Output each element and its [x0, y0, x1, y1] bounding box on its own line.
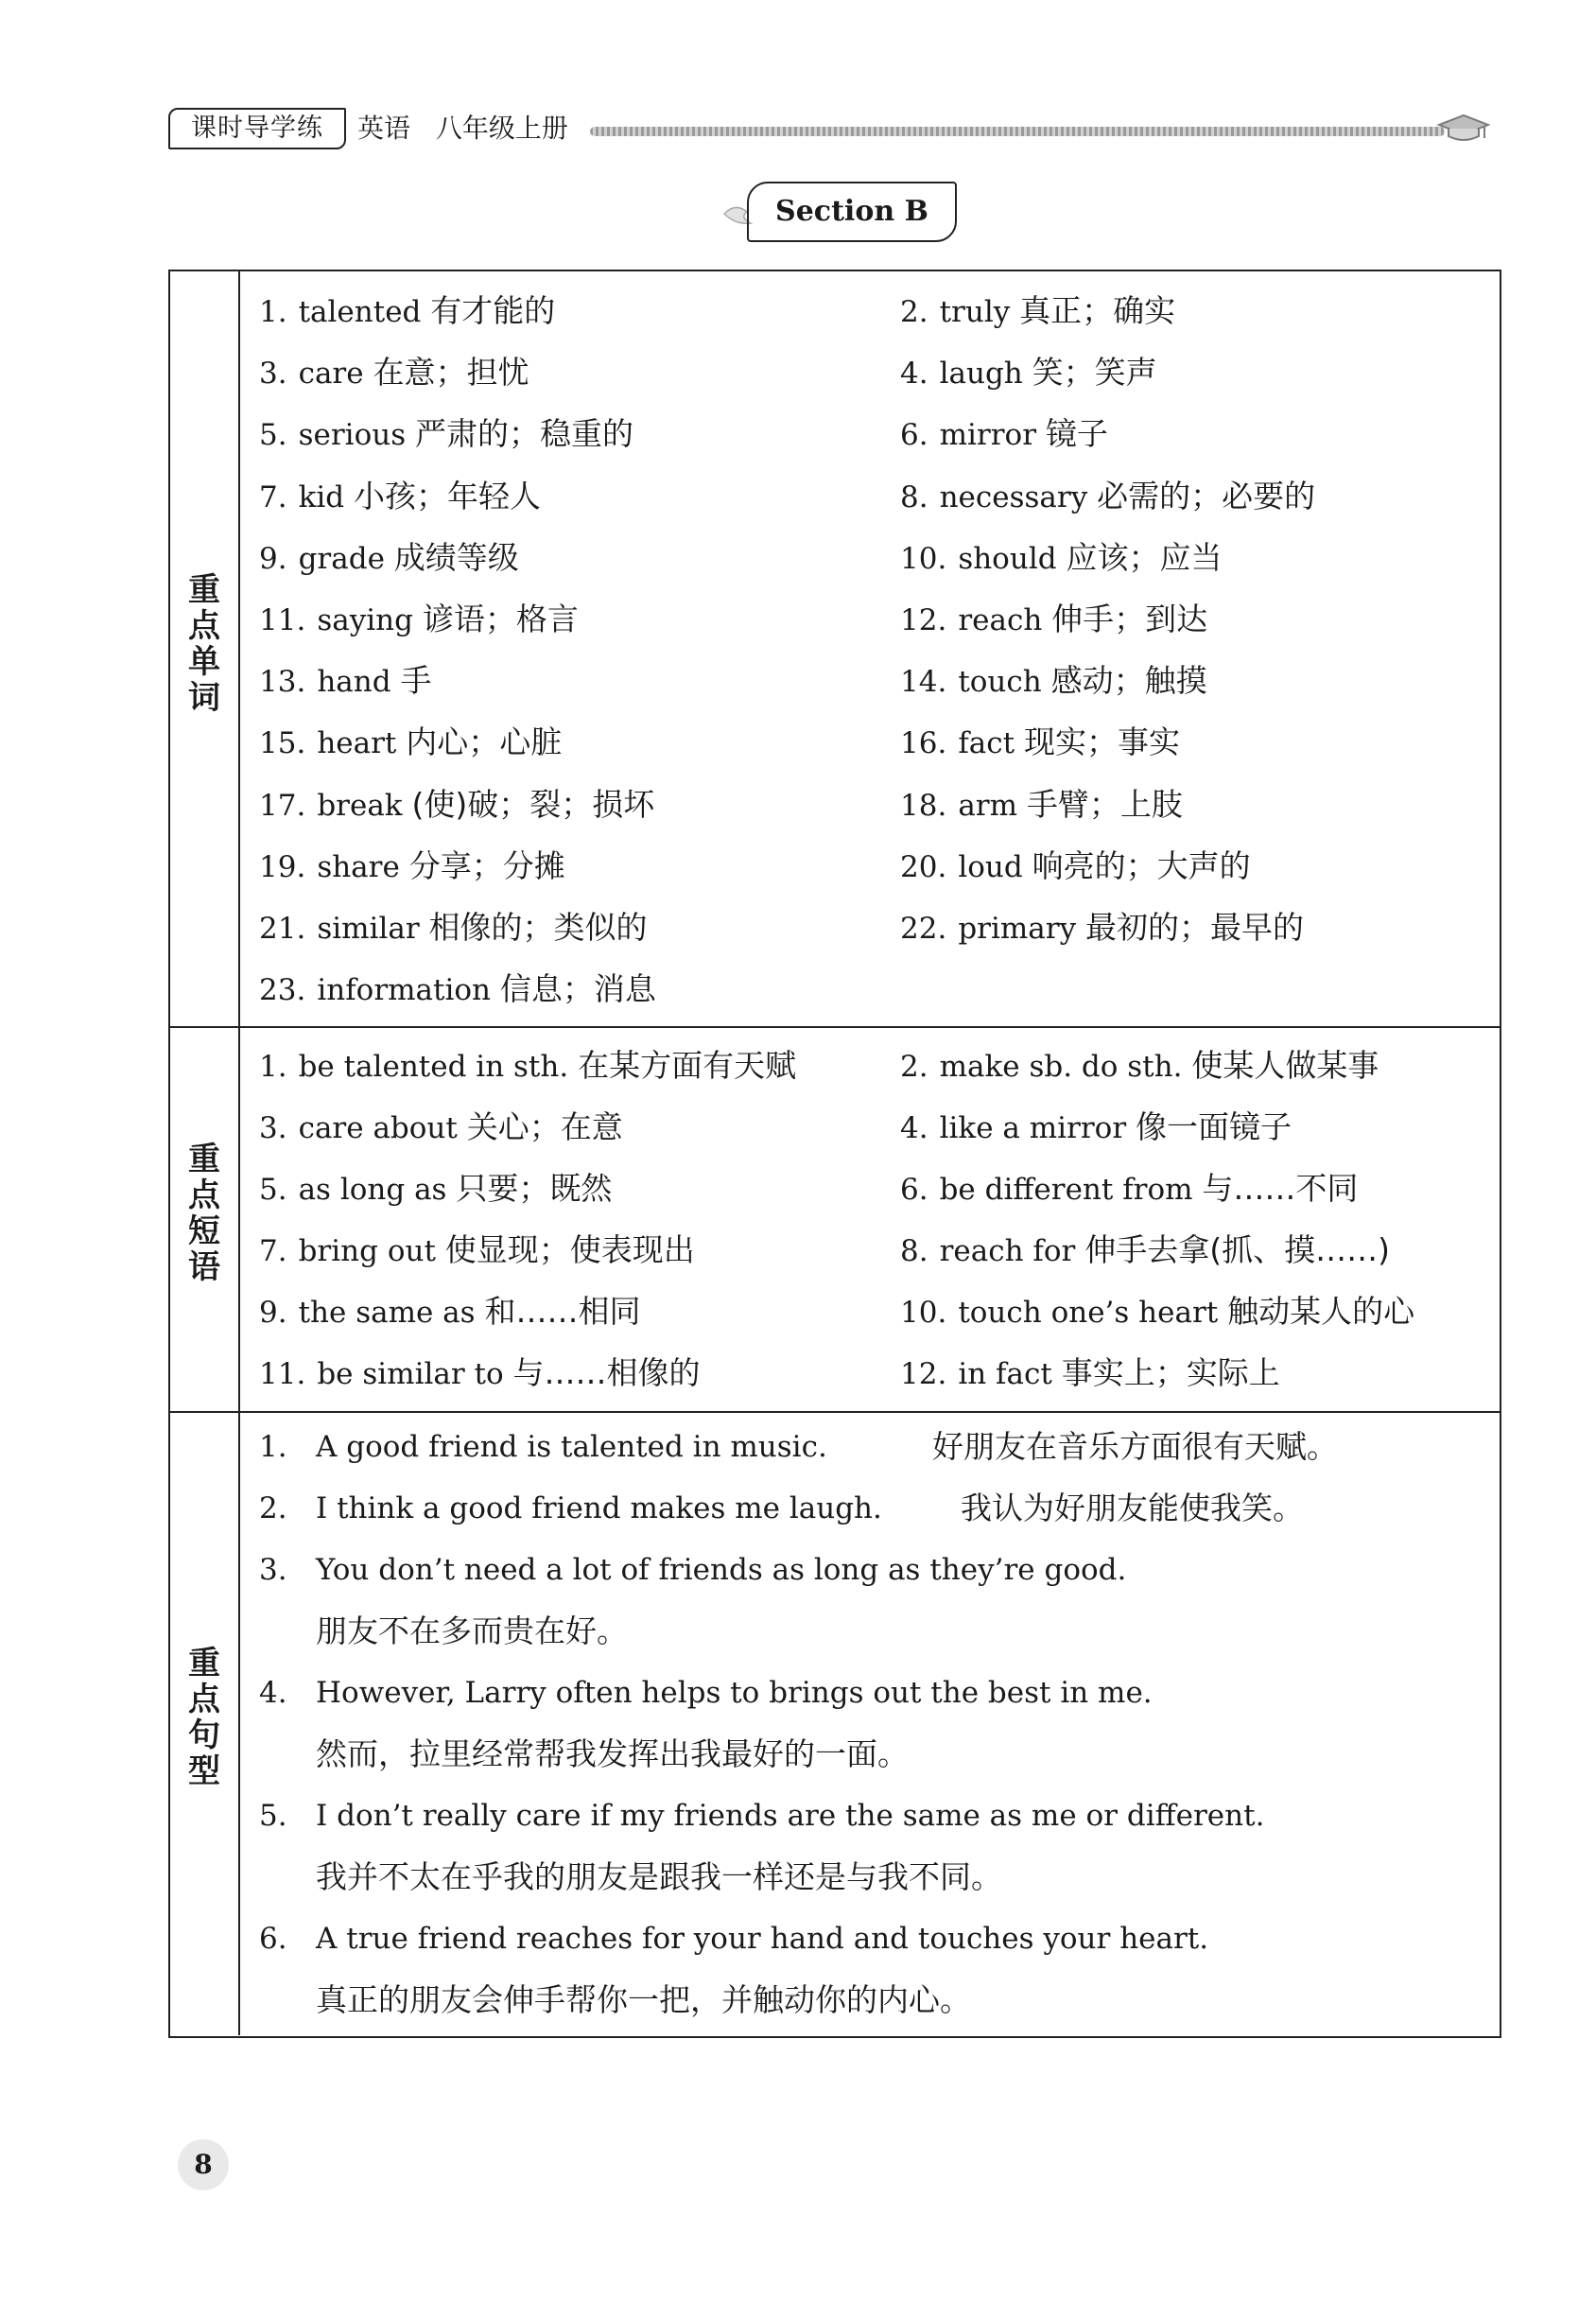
word-item [259, 662, 431, 701]
sentence-chinese: 真正的朋友会伸手帮你一把，并触动你的内心。 [316, 1981, 971, 2018]
item-chinese: 只要；既然 [456, 1170, 613, 1207]
item-english: fact [958, 726, 1015, 761]
item-english: serious [298, 418, 407, 453]
item-english: break [317, 788, 403, 823]
item-number: 2. [900, 295, 928, 329]
item-number: 4. [900, 357, 928, 392]
phrase-item [259, 1108, 623, 1147]
label-char: 重 [188, 571, 220, 609]
phrase-item [900, 1293, 1414, 1332]
sentence-number: 4. [259, 1676, 287, 1710]
item-english: be similar to [317, 1357, 504, 1391]
item-chinese: 关心；在意 [466, 1108, 623, 1145]
phrase-item [259, 1047, 796, 1086]
item-number: 21. [259, 912, 306, 946]
item-english: in fact [958, 1357, 1052, 1391]
item-chinese: 手臂；上肢 [1026, 785, 1183, 823]
word-item [259, 354, 529, 392]
item-number: 6. [900, 1173, 928, 1207]
key-words-label [170, 572, 238, 716]
item-chinese: 成绩等级 [393, 538, 519, 576]
item-number: 23. [259, 973, 306, 1008]
key-sentences-row [170, 1411, 1500, 2035]
item-english: similar [317, 912, 420, 946]
label-char: 型 [188, 1752, 220, 1790]
label-char: 单 [188, 643, 220, 681]
item-number: 7. [259, 1234, 287, 1268]
item-chinese: 在意；担忧 [373, 354, 529, 392]
item-english: mirror [939, 418, 1037, 453]
item-number: 5. [259, 1173, 287, 1207]
phrase-item [900, 1354, 1280, 1393]
word-item [259, 415, 633, 454]
word-item [900, 354, 1157, 392]
sentence-chinese: 我认为好朋友能使我笑。 [961, 1490, 1304, 1526]
item-number: 1. [259, 295, 287, 329]
row-label-cell [170, 1026, 240, 1411]
sentence-english: I think a good friend makes me laugh. [316, 1491, 882, 1525]
item-chinese: 谚语；格言 [422, 601, 579, 637]
item-number: 12. [900, 1357, 947, 1391]
item-english: should [958, 541, 1057, 576]
item-english: hand [317, 665, 391, 700]
word-item [259, 847, 565, 886]
item-english: reach [958, 603, 1043, 637]
item-chinese: 内心；心脏 [406, 723, 563, 761]
label-char: 重 [188, 1645, 220, 1682]
sentence-chinese: 我并不太在乎我的朋友是跟我一样还是与我不同。 [316, 1858, 1002, 1895]
word-item [900, 909, 1304, 948]
row-label-cell [170, 1411, 240, 2035]
phrase-item [900, 1108, 1292, 1147]
item-number: 4. [900, 1111, 928, 1145]
item-english: make sb. do sth. [939, 1050, 1183, 1084]
item-number: 16. [900, 726, 947, 761]
item-number: 18. [900, 788, 947, 823]
subject-grade [357, 108, 585, 149]
item-english: truly [939, 295, 1011, 329]
section-title: Section B [747, 182, 957, 242]
word-item [900, 539, 1222, 578]
word-item [259, 292, 555, 331]
key-phrases-label [170, 1142, 238, 1285]
item-english: arm [958, 788, 1018, 823]
phrase-item [900, 1047, 1379, 1086]
key-phrases-list [238, 1026, 1500, 1411]
item-number: 17. [259, 788, 306, 823]
item-chinese: 严肃的；稳重的 [414, 415, 633, 453]
item-english: be talented in sth. [298, 1050, 569, 1084]
word-item [259, 601, 579, 639]
item-english: saying [317, 603, 413, 637]
item-chinese: 信息；消息 [499, 970, 656, 1008]
key-words-row [170, 271, 1500, 1028]
item-number: 14. [900, 665, 947, 700]
page-number: 8 [178, 2139, 229, 2190]
label-char: 句 [188, 1717, 220, 1754]
item-number: 15. [259, 726, 306, 761]
graduation-cap-icon [1435, 112, 1490, 144]
sentence-english: I don’t really care if my friends are the same as me or different. [316, 1799, 1265, 1833]
item-english: care [298, 357, 364, 392]
word-item [900, 292, 1175, 331]
item-english: be different from [939, 1173, 1193, 1207]
item-number: 6. [900, 418, 928, 453]
item-chinese: 使某人做某事 [1191, 1047, 1379, 1084]
item-chinese: 感动；触摸 [1050, 662, 1207, 700]
sentence-number: 5. [259, 1799, 287, 1833]
item-chinese: 必需的；必要的 [1097, 477, 1316, 514]
row-label-cell [170, 271, 240, 1026]
word-item [259, 970, 656, 1009]
item-english: as long as [298, 1173, 447, 1207]
item-english: share [317, 849, 400, 884]
item-number: 19. [259, 849, 306, 884]
item-english: like a mirror [939, 1111, 1127, 1145]
item-english: information [317, 973, 492, 1008]
sentence-number: 3. [259, 1553, 287, 1587]
key-sentences-list [238, 1411, 1500, 2035]
item-number: 10. [900, 1296, 947, 1330]
item-number: 11. [259, 603, 306, 637]
phrase-item [259, 1354, 701, 1393]
sentence-chinese: 好朋友在音乐方面很有天赋。 [932, 1428, 1338, 1465]
item-chinese: 小孩；年轻人 [353, 477, 541, 514]
sentence-number: 2. [259, 1491, 287, 1525]
item-english: loud [958, 849, 1023, 884]
item-number: 10. [900, 541, 947, 576]
sentence-english: You don’t need a lot of friends as long as they’re good. [316, 1553, 1127, 1587]
word-item [259, 909, 648, 948]
phrase-item [259, 1170, 612, 1209]
word-item [900, 415, 1108, 454]
header-rule [590, 127, 1445, 136]
summary-table [168, 270, 1501, 2038]
phrase-item [900, 1231, 1390, 1270]
item-number: 8. [900, 1234, 928, 1268]
page-header [168, 106, 1492, 153]
item-number: 22. [900, 912, 947, 946]
item-chinese: 像一面镜子 [1136, 1108, 1292, 1145]
item-number: 12. [900, 603, 947, 637]
item-chinese: 笑；笑声 [1032, 354, 1157, 392]
label-char: 点 [188, 1681, 220, 1718]
item-number: 11. [259, 1357, 306, 1391]
item-number: 3. [259, 1111, 287, 1145]
item-chinese: 现实；事实 [1023, 723, 1180, 761]
sentence-english: A true friend reaches for your hand and touches your heart. [316, 1922, 1209, 1956]
label-char: 重 [188, 1141, 220, 1178]
phrase-item [900, 1170, 1358, 1209]
item-chinese: 响亮的；大声的 [1032, 846, 1251, 884]
word-item [259, 478, 541, 516]
label-char: 词 [188, 679, 220, 717]
item-chinese: 伸手去拿(抓、摸……) [1084, 1231, 1390, 1268]
item-number: 5. [259, 418, 287, 453]
word-item [900, 786, 1183, 825]
item-chinese: (使)破；裂；损坏 [411, 785, 655, 823]
item-number: 2. [900, 1050, 928, 1084]
phrase-item [259, 1231, 695, 1270]
item-english: necessary [939, 479, 1088, 514]
item-english: laugh [939, 357, 1023, 392]
word-item [900, 723, 1180, 762]
item-english: care about [298, 1111, 458, 1145]
item-chinese: 有才能的 [430, 292, 556, 329]
label-char: 点 [188, 607, 220, 645]
word-item [900, 662, 1207, 701]
word-item [259, 786, 654, 825]
grade-label: 八年级上册 [435, 113, 568, 144]
item-chinese: 镜子 [1045, 415, 1108, 453]
word-item [259, 723, 562, 762]
label-char: 语 [188, 1248, 220, 1286]
item-english: grade [298, 541, 385, 576]
item-english: bring out [298, 1234, 436, 1268]
label-char: 短 [188, 1212, 220, 1250]
sentence-chinese: 朋友不在多而贵在好。 [316, 1612, 628, 1649]
item-chinese: 伸手；到达 [1051, 601, 1208, 637]
item-number: 20. [900, 849, 947, 884]
item-chinese: 最初的；最早的 [1084, 909, 1304, 946]
item-chinese: 真正；确实 [1019, 292, 1176, 329]
series-title: 课时导学练 [168, 108, 346, 149]
item-chinese: 触动某人的心 [1227, 1293, 1415, 1330]
item-chinese: 使显现；使表现出 [444, 1231, 695, 1268]
item-english: talented [298, 295, 422, 329]
item-number: 3. [259, 357, 287, 392]
item-chinese: 相像的；类似的 [428, 909, 648, 946]
sentence-number: 1. [259, 1430, 287, 1464]
phrase-item [259, 1293, 640, 1332]
sentence-english: However, Larry often helps to brings out the best in me. [316, 1676, 1153, 1710]
item-number: 7. [259, 479, 287, 514]
item-number: 9. [259, 1296, 287, 1330]
word-item [900, 478, 1315, 516]
item-chinese: 与……不同 [1202, 1170, 1359, 1207]
item-english: heart [317, 726, 397, 761]
sentence-number: 6. [259, 1922, 287, 1956]
item-chinese: 和……相同 [484, 1293, 641, 1330]
item-english: touch one’s heart [958, 1296, 1219, 1330]
item-chinese: 与……相像的 [512, 1354, 701, 1391]
item-chinese: 分享；分摊 [408, 846, 565, 884]
key-phrases-row [170, 1026, 1500, 1413]
item-number: 9. [259, 541, 287, 576]
item-chinese: 事实上；实际上 [1061, 1354, 1280, 1391]
item-number: 1. [259, 1050, 287, 1084]
item-chinese: 在某方面有天赋 [578, 1047, 797, 1084]
item-english: primary [958, 912, 1077, 946]
item-number: 13. [259, 665, 306, 700]
item-chinese: 手 [400, 662, 432, 700]
key-words-list [238, 271, 1500, 1026]
item-english: touch [958, 665, 1042, 700]
label-char: 点 [188, 1176, 220, 1214]
subject-label: 英语 [357, 113, 411, 144]
key-sentences-label [170, 1646, 238, 1789]
word-item [900, 601, 1207, 639]
word-item [900, 847, 1251, 886]
sentence-chinese: 然而，拉里经常帮我发挥出我最好的一面。 [316, 1735, 909, 1772]
word-item [259, 539, 519, 578]
item-english: reach for [939, 1234, 1076, 1268]
item-english: kid [298, 479, 345, 514]
item-chinese: 应该；应当 [1066, 538, 1223, 576]
item-english: the same as [298, 1296, 476, 1330]
item-number: 8. [900, 479, 928, 514]
sentence-english: A good friend is talented in music. [316, 1430, 827, 1464]
